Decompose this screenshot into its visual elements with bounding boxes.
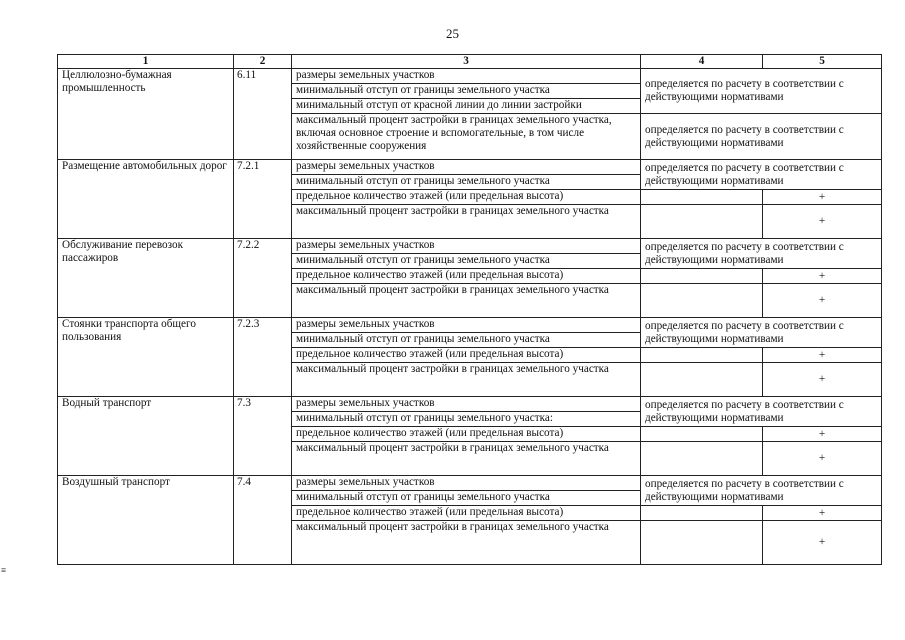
- plus-mark: +: [763, 190, 882, 205]
- table-row: [58, 239, 882, 254]
- plus-mark: +: [763, 506, 882, 521]
- param-cell: максимальный процент застройки в границах земельного участка: [292, 363, 641, 397]
- header-col-2: 2: [234, 55, 292, 69]
- table-row: [58, 476, 882, 491]
- param-cell: размеры земельных участков: [292, 239, 641, 254]
- param-cell: предельное количество этажей (или предельная высота): [292, 348, 641, 363]
- param-cell: максимальный процент застройки в границах земельного участка, включая основное строение и вспомогательные, в том числе хозяйственные сооружения: [292, 114, 641, 160]
- param-cell: минимальный отступ от красной линии до линии застройки: [292, 99, 641, 114]
- table-row: [58, 69, 882, 84]
- empty-cell: [641, 442, 763, 476]
- header-col-3: 3: [292, 55, 641, 69]
- group-name: Стоянки транспорта общего пользования: [58, 318, 234, 397]
- param-cell: минимальный отступ от границы земельного участка: [292, 84, 641, 99]
- param-cell: минимальный отступ от границы земельного участка: [292, 333, 641, 348]
- margin-mark: ≡: [1, 565, 7, 575]
- param-cell: размеры земельных участков: [292, 69, 641, 84]
- param-cell: минимальный отступ от границы земельного участка:: [292, 412, 641, 427]
- param-cell: минимальный отступ от границы земельного участка: [292, 175, 641, 190]
- header-col-4: 4: [641, 55, 763, 69]
- param-cell: максимальный процент застройки в границах земельного участка: [292, 284, 641, 318]
- note-cell: определяется по расчету в соответствии с действующими нормативами: [641, 318, 882, 348]
- empty-cell: [641, 521, 763, 565]
- table-row: [58, 318, 882, 333]
- param-cell: минимальный отступ от границы земельного участка: [292, 491, 641, 506]
- plus-mark: +: [763, 269, 882, 284]
- plus-mark: +: [763, 348, 882, 363]
- param-cell: минимальный отступ от границы земельного участка: [292, 254, 641, 269]
- group-name: Воздушный транспорт: [58, 476, 234, 565]
- empty-cell: [641, 363, 763, 397]
- plus-mark: +: [763, 284, 882, 318]
- note-cell: определяется по расчету в соответствии с действующими нормативами: [641, 476, 882, 506]
- group-code: 6.11: [234, 69, 292, 160]
- note-cell: определяется по расчету в соответствии с действующими нормативами: [641, 69, 882, 114]
- plus-mark: +: [763, 363, 882, 397]
- group-code: 7.2.1: [234, 160, 292, 239]
- plus-mark: +: [763, 427, 882, 442]
- group-name: Размещение автомобильных дорог: [58, 160, 234, 239]
- group-code: 7.2.3: [234, 318, 292, 397]
- empty-cell: [641, 269, 763, 284]
- group-name: Целлюлозно-бумажная промышленность: [58, 69, 234, 160]
- param-cell: предельное количество этажей (или предельная высота): [292, 427, 641, 442]
- header-col-1: 1: [58, 55, 234, 69]
- param-cell: размеры земельных участков: [292, 476, 641, 491]
- empty-cell: [641, 190, 763, 205]
- table-row: [58, 397, 882, 412]
- note-cell: определяется по расчету в соответствии с действующими нормативами: [641, 114, 882, 160]
- empty-cell: [641, 427, 763, 442]
- group-code: 7.2.2: [234, 239, 292, 318]
- param-cell: предельное количество этажей (или предельная высота): [292, 269, 641, 284]
- param-cell: размеры земельных участков: [292, 397, 641, 412]
- empty-cell: [641, 284, 763, 318]
- note-cell: определяется по расчету в соответствии с действующими нормативами: [641, 160, 882, 190]
- param-cell: максимальный процент застройки в границах земельного участка: [292, 521, 641, 565]
- header-row: [58, 55, 882, 69]
- page-number: 25: [446, 26, 459, 41]
- plus-mark: +: [763, 205, 882, 239]
- param-cell: максимальный процент застройки в границах земельного участка: [292, 205, 641, 239]
- param-cell: предельное количество этажей (или предельная высота): [292, 190, 641, 205]
- group-code: 7.4: [234, 476, 292, 565]
- plus-mark: +: [763, 442, 882, 476]
- empty-cell: [641, 506, 763, 521]
- land-use-table: [57, 54, 882, 565]
- param-cell: размеры земельных участков: [292, 318, 641, 333]
- empty-cell: [641, 348, 763, 363]
- group-name: Обслуживание перевозок пассажиров: [58, 239, 234, 318]
- empty-cell: [641, 205, 763, 239]
- group-name: Водный транспорт: [58, 397, 234, 476]
- param-cell: максимальный процент застройки в границах земельного участка: [292, 442, 641, 476]
- plus-mark: +: [763, 521, 882, 565]
- note-cell: определяется по расчету в соответствии с действующими нормативами: [641, 397, 882, 427]
- param-cell: предельное количество этажей (или предельная высота): [292, 506, 641, 521]
- table-row: [58, 160, 882, 175]
- group-code: 7.3: [234, 397, 292, 476]
- header-col-5: 5: [763, 55, 882, 69]
- note-cell: определяется по расчету в соответствии с действующими нормативами: [641, 239, 882, 269]
- param-cell: размеры земельных участков: [292, 160, 641, 175]
